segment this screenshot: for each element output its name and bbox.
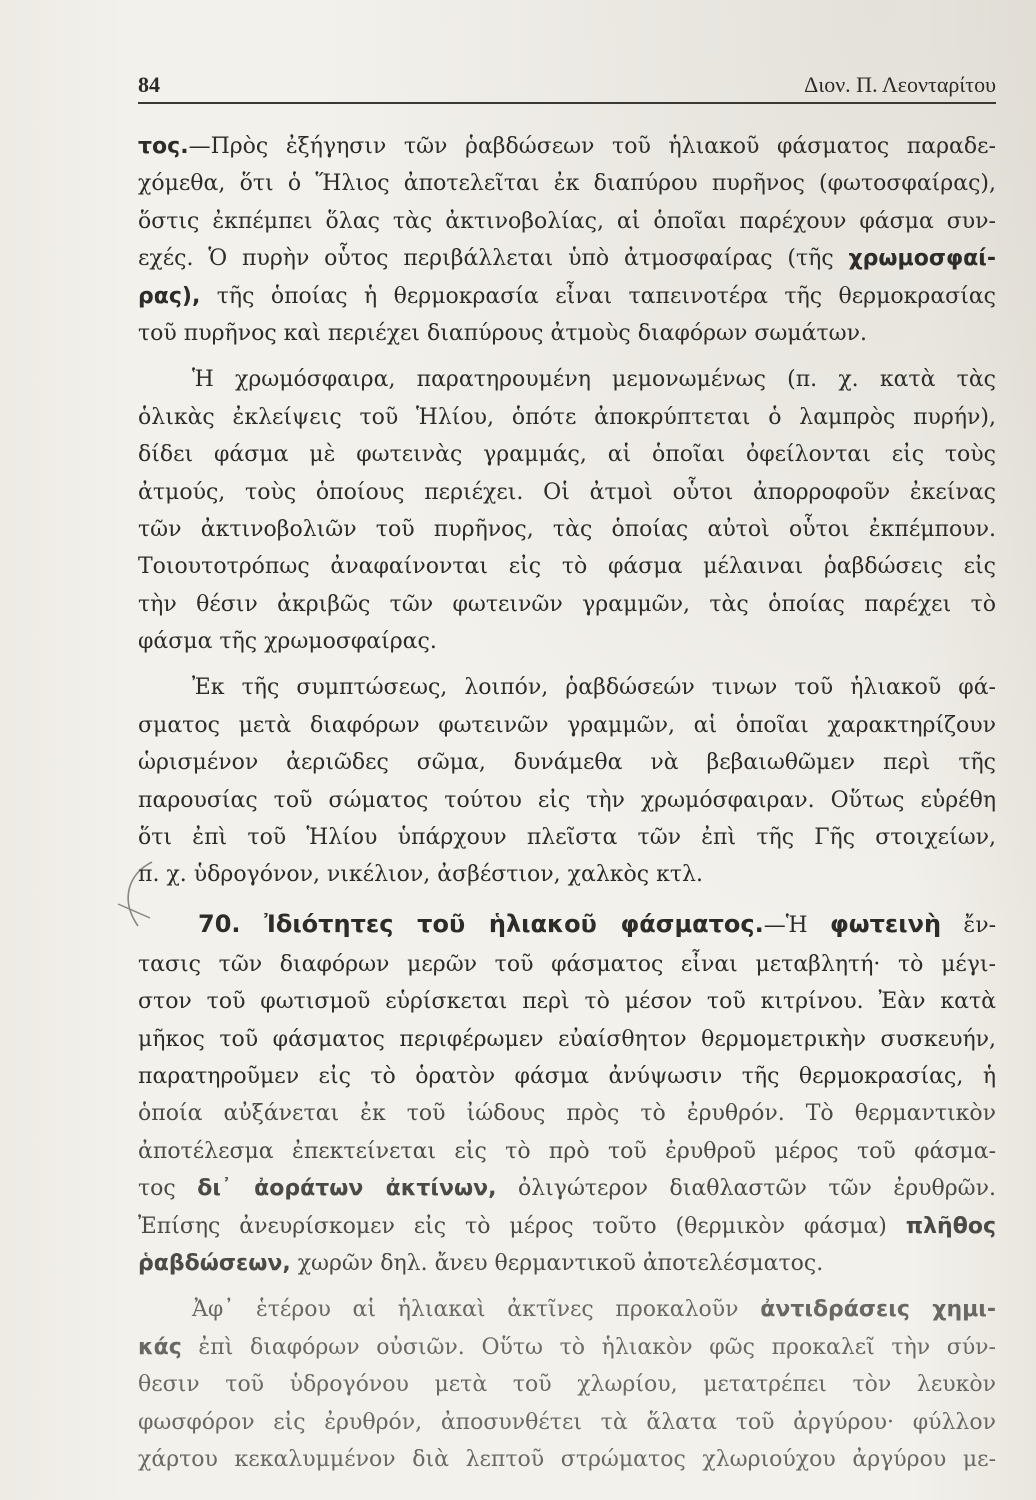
text-line: τὴν θέσιν ἀκριβῶς τῶν φωτεινῶν γραμμῶν, τὰς ὁποίας παρέχει τὸ <box>138 591 996 617</box>
text-line: τοῦ πυρῆνος καὶ περιέχει διαπύρους ἀτμοὺς διαφόρων σωμάτων. <box>138 320 867 346</box>
paragraph-gap <box>138 352 996 361</box>
text-line: δίδει φάσμα μὲ φωτεινὰς γραμμάς, αἱ ὁποῖαι ὀφείλονται εἰς τοὺς <box>138 442 996 468</box>
text-line: παρατηροῦμεν εἰς τὸ ὁρατὸν φάσμα ἀνύψωσιν τῆς θερμοκρασίας, ἡ <box>138 1063 996 1089</box>
text-line <box>138 128 996 165</box>
text-line: τασις τῶν διαφόρων μερῶν τοῦ φάσματος εἶναι μεταβλητή· τὸ μέγι- <box>138 951 996 977</box>
text-line: ὅτι ἐπὶ τοῦ Ἡλίου ὑπάρχουν πλεῖστα τῶν ἐπὶ τῆς Γῆς στοιχείων, <box>138 825 996 851</box>
body-text <box>138 128 996 1478</box>
text-run: εχές. Ὁ πυρὴν οὗτος περιβάλλεται ὑπὸ ἀτμοσφαίρας (τῆς <box>138 246 849 272</box>
text-line <box>138 278 996 315</box>
text-line: ἀτμούς, τοὺς ὁποίους περιέχει. Οἱ ἀτμοὶ οὗτοι ἀπορροφοῦν ἐκείνας <box>138 479 996 505</box>
bold-term: φωτεινὴ <box>829 909 942 938</box>
bold-term: πλῆθος <box>905 1213 996 1239</box>
text-line: στον τοῦ φωτισμοῦ εὑρίσκεται περὶ τὸ μέσον τοῦ κιτρίνου. Ἐὰν κατὰ <box>138 989 996 1015</box>
bold-term: τος. <box>138 134 189 159</box>
text-run: —Ἡ <box>763 912 830 938</box>
bold-term: χρωμοσφαί- <box>848 246 996 272</box>
text-run: τῆς ὁποίας ἡ θερμοκρασία εἶναι ταπεινοτέρα τῆς θερμοκρασίας <box>200 283 996 309</box>
text-line: τῶν ἀκτινοβολιῶν τοῦ πυρῆνος, τὰς ὁποίας αὐτοὶ οὗτοι ἐκπέμπουν. <box>138 516 996 542</box>
section-heading-line <box>138 902 996 946</box>
text-run: Ἀφ᾽ ἑτέρου αἱ ἡλιακαὶ ἀκτῖνες προκαλοῦν <box>192 1297 761 1323</box>
text-line: ὅστις ἐκπέμπει ὅλας τὰς ἀκτινοβολίας, αἱ ὁποῖαι παρέχουν φάσμα συν- <box>138 208 996 234</box>
text-run: Ἐπίσης ἀνευρίσκομεν εἰς τὸ μέρος τοῦτο (θερμικὸν φάσμα) <box>138 1213 906 1239</box>
text-line <box>138 1291 996 1328</box>
text-line: Τοιουτοτρόπως ἀναφαίνονται εἰς τὸ φάσμα μέλαιναι ῥαβδώσεις εἰς <box>138 554 996 580</box>
text-line: φωσφόρον εἰς ἐρυθρόν, ἀποσυνθέτει τὰ ἅλατα τοῦ ἀργύρου· φύλλον <box>138 1409 996 1435</box>
bold-term: ρας), <box>138 283 201 309</box>
text-line <box>138 1245 996 1282</box>
text-line <box>138 1208 996 1245</box>
text-run: ἐπὶ διαφόρων οὐσιῶν. Οὕτω τὸ ἡλιακὸν φῶς προκαλεῖ τὴν σύν- <box>181 1334 996 1360</box>
text-line: θεσιν τοῦ ὑδρογόνου μετὰ τοῦ χλωρίου, μετατρέπει τὸν λευκὸν <box>138 1372 996 1398</box>
text-line: παρουσίας τοῦ σώματος τούτου εἰς τὴν χρωμόσφαιραν. Οὕτως εὑρέθη <box>138 787 996 813</box>
text-line: π. χ. ὑδρογόνον, νικέλιον, ἀσβέστιον, χαλκὸς κτλ. <box>138 862 703 888</box>
paragraph-gap <box>138 660 996 669</box>
bold-term: κάς <box>138 1334 182 1360</box>
text-line: Ἡ χρωμόσφαιρα, παρατηρουμένη μεμονωμένως (π. χ. κατὰ τὰς <box>192 367 996 393</box>
bold-term: ῥαβδώσεων, <box>138 1250 291 1276</box>
text-run: —Πρὸς ἐξήγησιν τῶν ῥαβδώσεων τοῦ ἡλιακοῦ φάσματος παραδε- <box>188 134 996 159</box>
text-run: ἔν- <box>941 912 996 938</box>
text-line <box>138 1170 996 1207</box>
text-line: Ἐκ τῆς συμπτώσεως, λοιπόν, ῥαβδώσεών τινων τοῦ ἡλιακοῦ φά- <box>192 675 996 701</box>
page-number: 84 <box>138 72 160 97</box>
text-line <box>138 1329 996 1366</box>
text-line <box>138 240 996 277</box>
text-line: χόμεθα, ὅτι ὁ Ἥλιος ἀποτελεῖται ἐκ διαπύρου πυρῆνος (φωτοσφαίρας), <box>138 171 996 197</box>
text-line: χάρτου κεκαλυμμένον διὰ λεπτοῦ στρώματος χλωριούχου ἀργύρου με- <box>138 1446 996 1472</box>
running-head: Διον. Π. Λεονταρίτου <box>804 72 996 97</box>
text-line: φάσμα τῆς χρωμοσφαίρας. <box>138 629 437 655</box>
text-line: ὁποία αὐξάνεται ἐκ τοῦ ἰώδους πρὸς τὸ ἐρυθρόν. Τὸ θερμαντικὸν <box>138 1101 996 1127</box>
page-header <box>138 70 996 104</box>
paragraph-gap <box>138 1282 996 1291</box>
text-line: μῆκος τοῦ φάσματος περιφέρωμεν εὐαίσθητον θερμομετρικὴν συσκευήν, <box>138 1026 996 1052</box>
text-run: ὀλιγώτερον διαθλαστῶν τῶν ἐρυθρῶν. <box>496 1176 996 1202</box>
bold-term: 70. Ἰδιότητες τοῦ ἡλιακοῦ φάσματος. <box>198 909 764 938</box>
text-run: χωρῶν δηλ. ἄνευ θερμαντικοῦ ἀποτελέσματος. <box>290 1250 824 1276</box>
text-line: σματος μετὰ διαφόρων φωτεινῶν γραμμῶν, αἱ ὁποῖαι χαρακτηρίζουν <box>138 712 996 738</box>
bold-term: δι᾽ ἀοράτων ἀκτίνων, <box>197 1176 497 1202</box>
text-line: ὁλικὰς ἐκλείψεις τοῦ Ἡλίου, ὁπότε ἀποκρύπτεται ὁ λαμπρὸς πυρήν), <box>138 404 996 430</box>
bold-term: ἀντιδράσεις χημι- <box>760 1297 996 1323</box>
text-run: τος <box>138 1176 198 1202</box>
text-line: ἀποτέλεσμα ἐπεκτείνεται εἰς τὸ πρὸ τοῦ ἐρυθροῦ μέρος τοῦ φάσμα- <box>138 1138 996 1164</box>
text-line: ὡρισμένον ἀεριῶδες σῶμα, δυνάμεθα νὰ βεβαιωθῶμεν περὶ τῆς <box>138 750 996 776</box>
